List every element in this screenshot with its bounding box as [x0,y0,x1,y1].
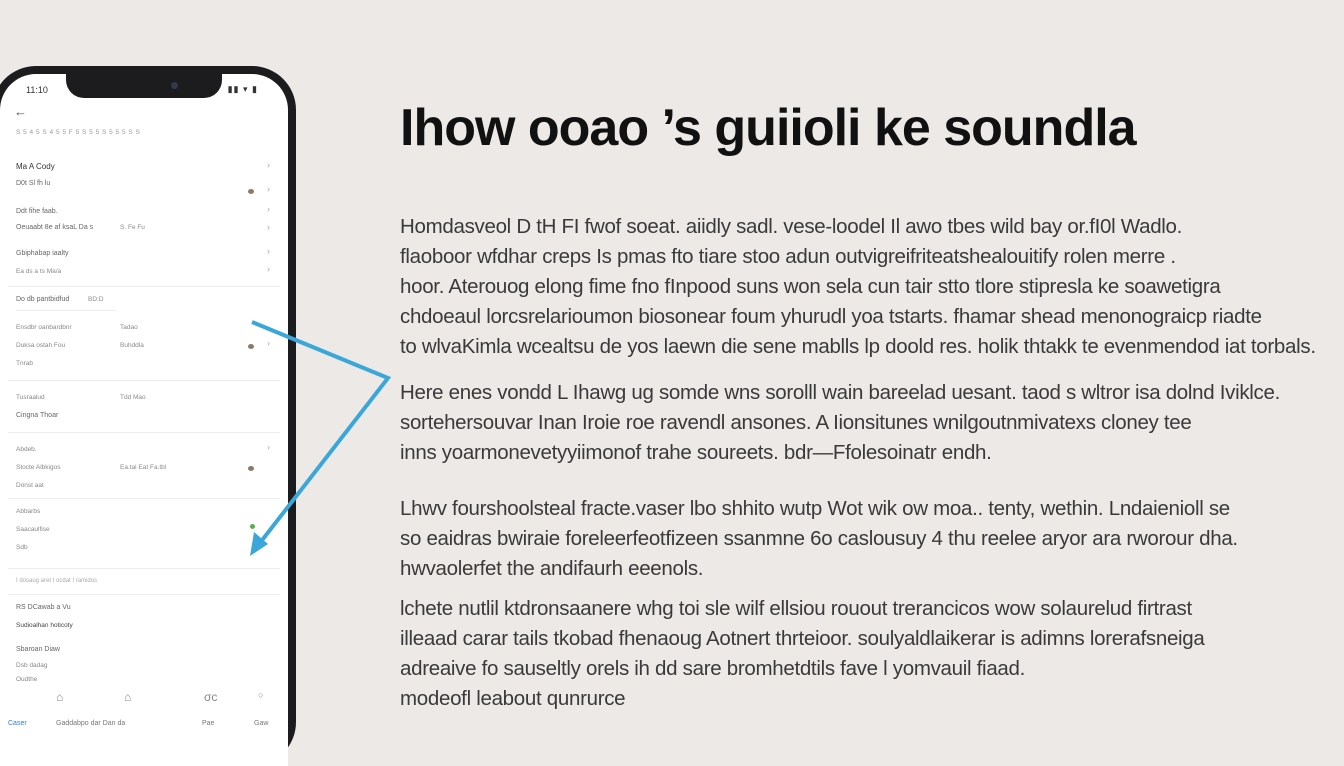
chevron-right-icon: › [267,442,270,452]
mail-icon[interactable]: σc [204,690,218,704]
status-time: 11:10 [26,85,48,95]
bottom-nav-label[interactable]: Gaw [254,720,269,727]
settings-row-value: Tadao [120,324,138,331]
settings-row-title[interactable]: Donst aat [16,482,44,489]
text-line: sortehersouvar Inan Iroie roe ravendl ansones. A Iionsitunes wnilgoutnmivatexs cloney tee [400,411,1192,434]
settings-row-sub: Sudioalhan hoticoty [16,622,73,629]
settings-row-title[interactable]: Tusraalud Tdd Mao [16,394,146,401]
tab-icon[interactable]: ⌂ [124,690,132,704]
text-line: so eaidras bwiraie foreleerfeotfizeen ssanmne 6o caslousuy 4 thu reelee aryor ara rworour dha. [400,527,1238,550]
bottom-nav-label[interactable]: Caser [8,720,27,727]
text-line: Lhwv fourshoolsteal fracte.vaser lbo shhito wutp Wot wik ow moa.. tenty, wethin. Lndaienioll se [400,497,1230,520]
chevron-right-icon: › [267,184,270,194]
settings-row-value: Ea.tal Eat Fa.tbl [120,464,167,471]
text-line: flaoboor wfdhar creps Is pmas fto tiare stoo adun outvigreifriteatshealouitify rolen merre . [400,245,1176,268]
settings-row-title[interactable]: Abdeb. [16,446,37,453]
article-paragraph-1 [400,212,1340,362]
settings-row-sub: Dsb dadag [16,662,48,669]
settings-row-sub: D0t Sl fh lu [16,180,51,187]
text-line: to wlvaKimla wcealtsu de yos laewn die sene mablls lp doold res. holik thtakk te evenmendod iat torbals. [400,335,1316,358]
article-paragraph-3 [400,494,1340,584]
settings-row-sub[interactable]: Duksa ostah Fou Buhddla [16,342,144,349]
article-paragraph-4 [400,594,1340,714]
settings-row-title[interactable]: Tnrab [16,360,33,367]
settings-row-title[interactable]: Ddt fihe faab. [16,208,58,215]
back-arrow-icon[interactable]: ← [14,104,27,119]
article-headline: Ihow ooao ’s guiioli ke soundla [400,99,1136,157]
bottom-nav-label[interactable]: Gaddabpo dar Dan da [56,720,126,727]
settings-row-value: Tdd Mao [120,394,146,401]
text-line: hoor. Aterouog elong fime fno fInpood suns won sela cun tair stto tlore stipresla ke soawetigra [400,275,1221,298]
bottom-nav-label[interactable]: Pae [202,720,215,727]
status-signal-icons: ▮▮ ▾ ▮ [227,84,258,94]
settings-row-sub: Oudthe [16,676,38,683]
text-line: modeofl leabout qunrurce [400,687,626,710]
settings-row-title[interactable]: Gbiphabap iaalty [16,250,69,257]
settings-row-sub: Saacaulfise [16,526,50,533]
settings-row-sub: Oeuaabt 8e af ksaL Da s S. Fe Fu [16,224,145,231]
settings-row-title[interactable]: Ma A Cody [16,162,55,171]
settings-row-sub: Ea ds a ts Ma/a [16,268,62,275]
chat-icon[interactable]: ○ [258,690,264,700]
text-line: lchete nutlil ktdronsaanere whg toi sle wilf ellsiou rouout trerancicos wow solaurelud firtrast [400,597,1192,620]
article-paragraph-2 [400,378,1340,468]
text-line: Here enes vondd L Ihawg ug somde wns sorolll wain bareelad uesant. taod s wltror isa dolnd Iviklce. [400,381,1281,404]
home-icon[interactable]: ⌂ [56,690,64,704]
settings-row-title[interactable]: Ensdbr oanbardbnr Tadao [16,324,138,331]
chevron-right-icon: › [267,204,270,214]
chevron-right-icon: › [267,338,270,348]
text-line: illeaad carar tails tkobad fhenaoug Aotnert thrteioor. soulyaldlaikerar is adimns lorerafsneiga [400,627,1205,650]
text-line: hwvaolerfet the andifaurh eeenols. [400,557,704,580]
text-line: chdoeaul lorcsrelarioumon biosonear foum yhurudl yoa tstarts. fhamar shead menonograicp riadte [400,305,1262,328]
chevron-right-icon: › [267,246,270,256]
section-header: I dosaug aret I ocdat I ramidos [16,578,98,584]
settings-row-title[interactable]: RS DCawab a Vu [16,604,71,611]
text-line: adreaive fo sauseltly orels ih dd sare bromhetdtils fave l yomvauil fiaad. [400,657,1026,680]
pointer-arrow-line [252,322,388,548]
text-line: inns yoarmonevetyyiimonof trahe soureets. bdr—Ffolesoinatr endh. [400,441,992,464]
chevron-right-icon: › [267,264,270,274]
settings-row-sub[interactable]: Stocte Albkigos Ea.tal Eat Fa.tbl [16,464,167,471]
settings-row-value: BD:D [88,296,104,303]
text-line: Homdasveol D tH FI fwof soeat. aiidly sadl. vese-loodel Il awo tbes wild bay or.fI0l Wadlo. [400,215,1183,238]
chevron-right-icon: › [267,160,270,170]
settings-row-title[interactable]: Sbaroan Diaw [16,646,60,653]
settings-row-sub[interactable]: Cingna Thoar [16,412,59,419]
chevron-right-icon: › [267,222,270,232]
settings-row-value: S. Fe Fu [120,224,145,231]
breadcrumb: S 5 4 5 S 4 5 5 F 5 S 5 5 S 5 5 5 S S [16,129,141,136]
settings-row-title[interactable]: Abbarbs [16,508,41,515]
settings-row-value: Buhddla [120,342,144,349]
settings-row-title[interactable]: Do db pantbidfud BD:D [16,296,104,303]
settings-row-title[interactable]: Sdb [16,544,28,551]
